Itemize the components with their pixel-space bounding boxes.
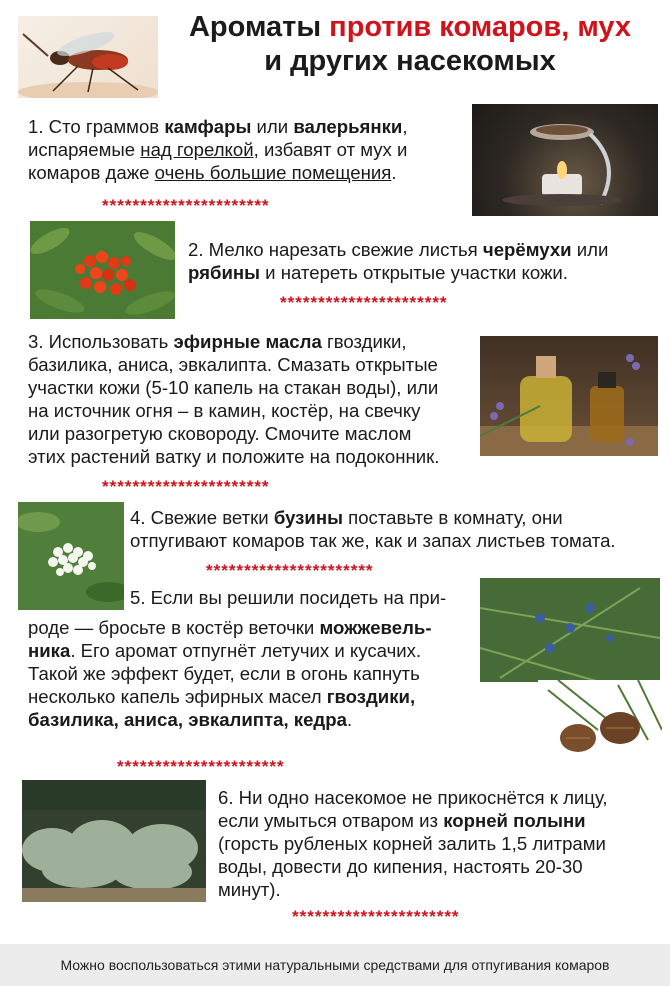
wormwood-image bbox=[22, 780, 206, 902]
mosquito-image bbox=[18, 16, 158, 98]
separator-6: ********************** bbox=[292, 907, 460, 926]
tip-3: 3. Использовать эфирные масла гвоздики, базилика, аниса, эвкалипта. Смазать открытые участки кожи (5-10 капель на стакан воды), или на источник огня – в камин, костёр, на свечку или разогретую сковороду. Смочите маслом этих растений ватку и положите на подоконник. bbox=[28, 331, 440, 467]
separator-2: ********************** bbox=[280, 293, 448, 312]
tip-6: 6. Ни одно насекомое не прикоснётся к лицу, если умыться отваром из корней полыни (горсть рубленых корней залить 1,5 литрами воды, довести до кипения, настоять 20-30 минут). bbox=[218, 787, 608, 900]
separator-1: ********************** bbox=[102, 196, 270, 215]
separator-5: ********************** bbox=[117, 757, 285, 776]
rowan-image bbox=[30, 221, 175, 319]
separator-4: ********************** bbox=[206, 561, 374, 580]
cedar-cones-image bbox=[538, 680, 662, 760]
oils-image bbox=[480, 336, 658, 456]
footer-note: Можно воспользоваться этими натуральными средствами для отпугивания комаров bbox=[0, 944, 670, 986]
title-part1: Ароматы bbox=[188, 11, 330, 43]
tip-5: 5. Если вы решили посидеть на при- роде — бросьте в костёр веточки можжевель- ника. Его аромат отпугнёт летучих и кусачих. Такой же эффект будет, если в огонь капнуть несколько капель эфирных масел гвоздики, базилика, аниса, эвкалипта, кедра. bbox=[28, 587, 447, 730]
page-title bbox=[160, 10, 660, 78]
separator-3: ********************** bbox=[102, 477, 270, 496]
tip-1: 1. Сто граммов камфары или валерьянки, испаряемые над горелкой, избавят от мух и комаров даже очень большие помещения. bbox=[28, 116, 408, 183]
juniper-image bbox=[480, 578, 660, 682]
tip-4: 4. Свежие ветки бузины поставьте в комнату, они отпугивают комаров так же, как и запах листьев томата. bbox=[130, 507, 616, 551]
title-red: против комаров, мух bbox=[329, 11, 632, 43]
burner-image bbox=[472, 104, 658, 216]
tip-2: 2. Мелко нарезать свежие листья черёмухи или рябины и натереть открытые участки кожи. bbox=[188, 239, 609, 283]
title-line2: и других насекомых bbox=[264, 45, 556, 77]
